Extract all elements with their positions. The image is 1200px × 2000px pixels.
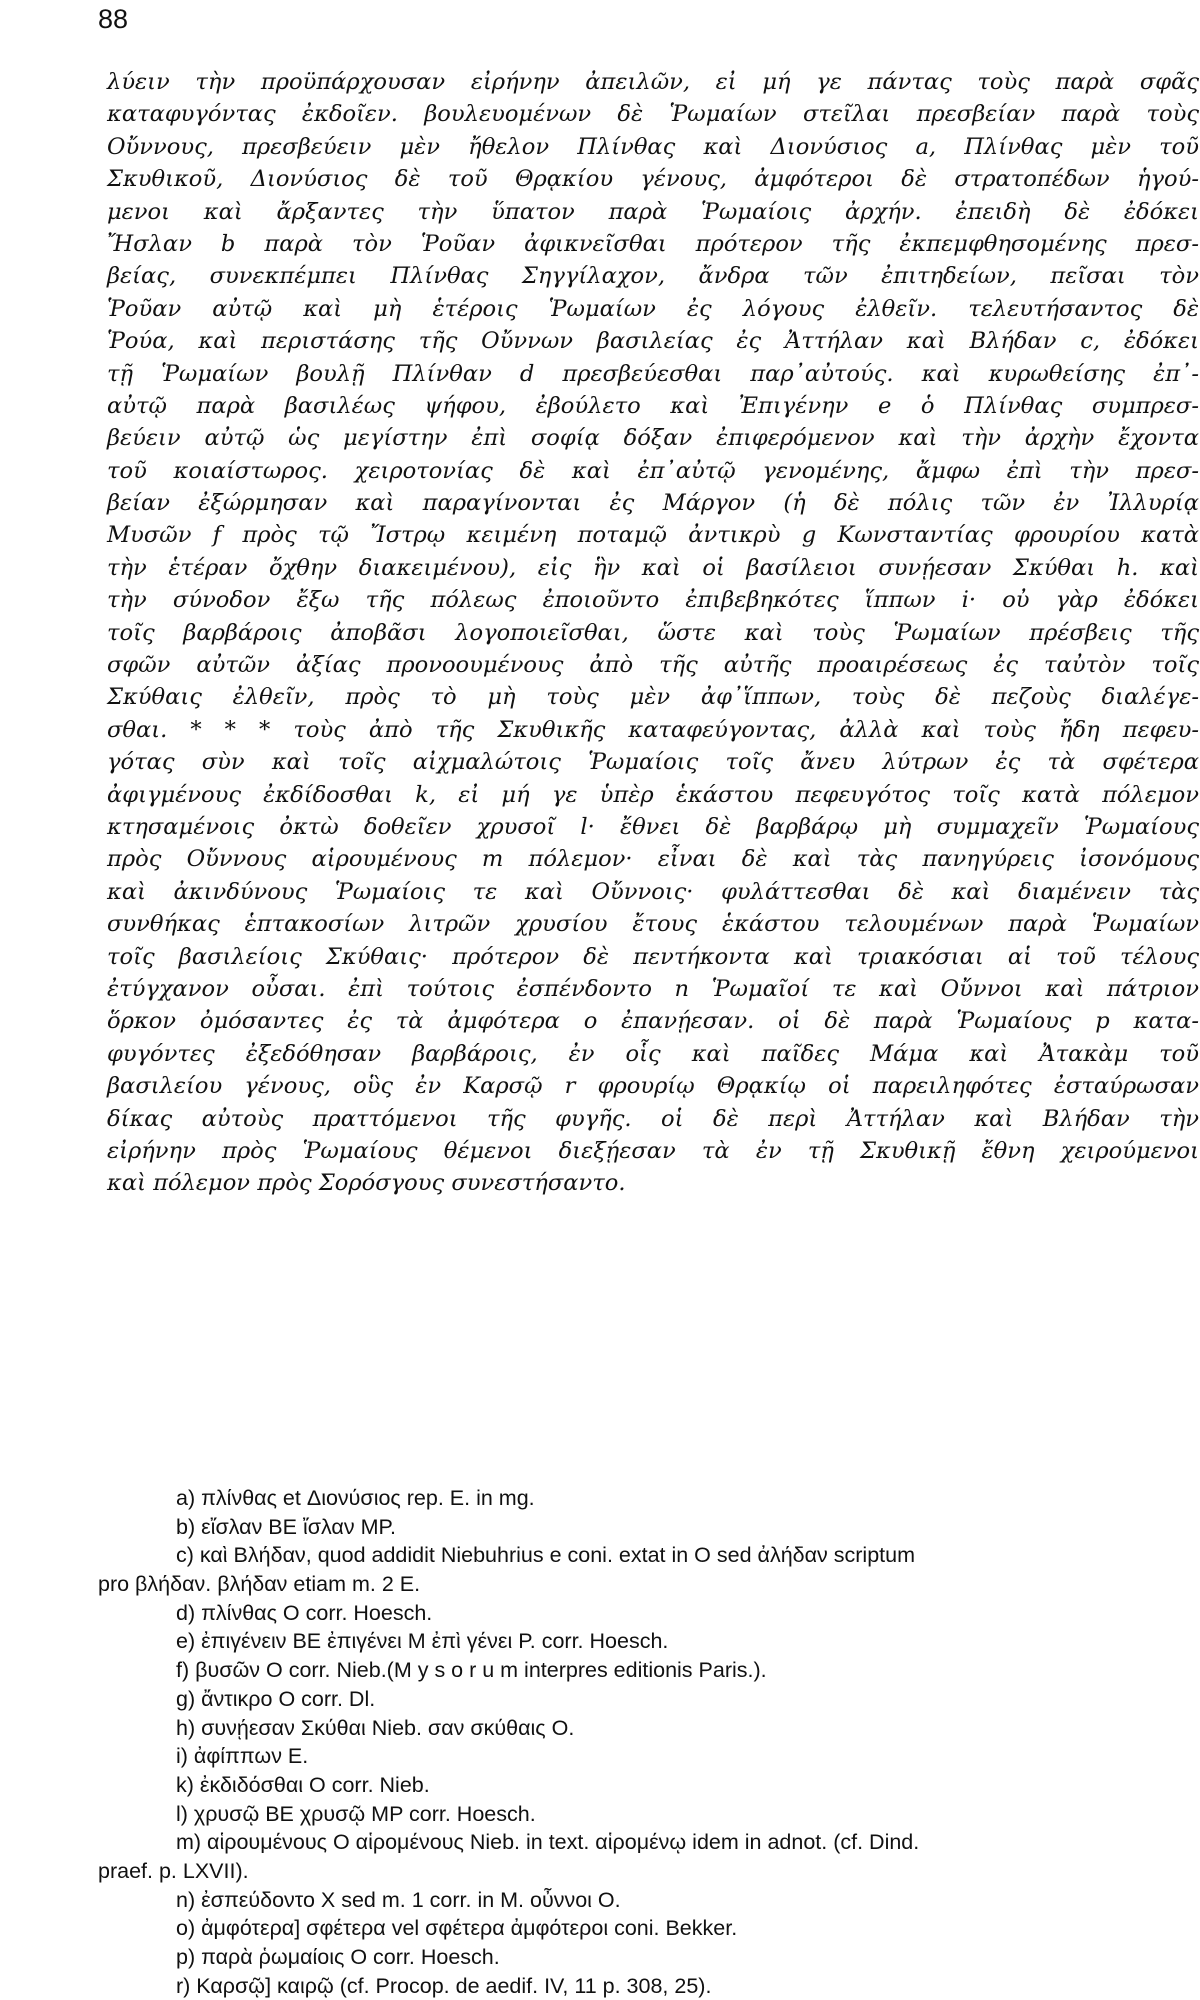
text-line: τὴν σύνοδον ἔξω τῆς πόλεως ἐποιοῦντο ἐπιβεβηκότες ἵππων i· οὐ γὰρ ἐδόκει — [107, 587, 1199, 614]
footnote-line: i) ἀφίππων E. — [176, 1744, 309, 1769]
text-line: Μυσῶν f πρὸς τῷ Ἴστρῳ κειμένη ποταμῷ ἀντικρὺ g Κωνσταντίας φρουρίου κατὰ — [107, 522, 1199, 549]
text-line: τὴν ἑτέραν ὄχθην διακειμένου), εἰς ἣν καὶ οἱ βασίλειοι συνῄεσαν Σκύθαι h. καὶ — [107, 554, 1199, 581]
text-line: εἰρήνην πρὸς Ῥωμαίους θέμενοι διεξῄεσαν τὰ ἐν τῇ Σκυθικῇ ἔθνη χειρούμενοι — [107, 1137, 1199, 1164]
footnote-line: p) παρὰ ῥωμαίοις O corr. Hoesch. — [176, 1945, 500, 1969]
main-text — [107, 66, 1199, 1200]
text-line: μενοι καὶ ἄρξαντες τὴν ὕπατον παρὰ Ῥωμαίοις ἀρχήν. ἐπειδὴ δὲ ἐδόκει — [107, 198, 1199, 225]
text-line: βεύειν αὐτῷ ὡς μεγίστην ἐπὶ σοφίᾳ δόξαν ἐπιφερόμενον καὶ τὴν ἀρχὴν ἔχοντα — [107, 425, 1199, 452]
text-line: Ῥούα, καὶ περιστάσης τῆς Οὔννων βασιλείας ἐς Ἀττήλαν καὶ Βλήδαν c, ἐδόκει — [107, 328, 1199, 355]
text-line: συνθήκας ἑπτακοσίων λιτρῶν χρυσίου ἔτους ἑκάστου τελουμένων παρὰ Ῥωμαίων — [107, 911, 1199, 938]
text-line: φυγόντες ἐξεδόθησαν βαρβάροις, ἐν οἷς καὶ παῖδες Μάμα καὶ Ἀτακὰμ τοῦ — [107, 1040, 1199, 1067]
text-line: καταφυγόντας ἐκδοῖεν. βουλευομένων δὲ Ῥωμαίων στεῖλαι πρεσβείαν παρὰ τοὺς — [107, 101, 1199, 128]
text-line: βείαν ἐξώρμησαν καὶ παραγίνονται ἐς Μάργον (ἡ δὲ πόλις τῶν ἐν Ἰλλυρίᾳ — [107, 490, 1199, 517]
text-line: τοῖς βασιλείοις Σκύθαις· πρότερον δὲ πεντήκοντα καὶ τριακόσιαι αἱ τοῦ τέλους — [107, 943, 1199, 970]
footnote-line: o) ἀμφότερα] σφέτερα vel σφέτερα ἀμφότεροι coni. Bekker. — [176, 1916, 738, 1941]
footnote-line: m) αἱρουμένους O αἱρομένους Nieb. in text. αἱρομένῳ idem in adnot. (cf. Dind. — [176, 1830, 920, 1855]
text-line: καὶ πόλεμον πρὸς Σορόσγους συνεστήσαντο. — [107, 1170, 626, 1197]
footnote-line: g) ἄντικρο O corr. Dl. — [176, 1686, 376, 1711]
text-line: λύειν τὴν προϋπάρχουσαν εἰρήνην ἀπειλῶν, εἰ μή γε πάντας τοὺς παρὰ σφᾶς — [107, 69, 1199, 95]
text-line: ἀφιγμένους ἐκδίδοσθαι k, εἰ μή γε ὑπὲρ ἑκάστου πεφευγότος τοῖς κατὰ πόλεμον — [107, 781, 1199, 808]
text-line: πρὸς Οὔννους αἱρουμένους m πόλεμον· εἶναι δὲ καὶ τὰς πανηγύρεις ἰσονόμους — [107, 846, 1199, 873]
footnote-line: n) ἐσπεύδοντο X sed m. 1 corr. in M. οὖννοι O. — [176, 1887, 621, 1912]
text-line: καὶ ἀκινδύνους Ῥωμαίοις τε καὶ Οὔννοις· φυλάττεσθαι δὲ καὶ διαμένειν τὰς — [107, 878, 1199, 905]
text-line: ὅρκον ὀμόσαντες ἐς τὰ ἀμφότερα o ἐπανῄεσαν. οἱ δὲ παρὰ Ῥωμαίους p κατα- — [107, 1008, 1199, 1035]
text-line: ἐτύγχανον οὖσαι. ἐπὶ τούτοις ἐσπένδοντο n Ῥωμαῖοί τε καὶ Οὔννοι καὶ πάτριον — [107, 975, 1199, 1002]
text-line: Ἤσλαν b παρὰ τὸν Ῥοῦαν ἀφικνεῖσθαι πρότερον τῆς ἐκπεμφθησομένης πρεσ- — [107, 230, 1199, 257]
footnote-line: l) χρυσῷ BE χρυσῷ MP corr. Hoesch. — [176, 1801, 536, 1826]
footnote-line: d) πλίνθας O corr. Hoesch. — [176, 1600, 433, 1625]
text-line: τοῖς βαρβάροις ἀποβᾶσι λογοποιεῖσθαι, ὥστε καὶ τοὺς Ῥωμαίων πρέσβεις τῆς — [107, 619, 1199, 646]
page-number: 88 — [98, 4, 129, 34]
footnote-line: b) εἴσλαν BE ἴσλαν MP. — [176, 1514, 397, 1539]
text-line: κτησαμένοις ὀκτὼ δοθεῖεν χρυσοῖ l· ἔθνει δὲ βαρβάρῳ μὴ συμμαχεῖν Ῥωμαίους — [107, 813, 1199, 840]
text-line: σθαι. * * * τοὺς ἀπὸ τῆς Σκυθικῆς καταφεύγοντας, ἀλλὰ καὶ τοὺς ἤδη πεφευ- — [107, 716, 1199, 743]
text-line: Σκύθαις ἐλθεῖν, πρὸς τὸ μὴ τοὺς μὲν ἀφ᾽ἵππων, τοὺς δὲ πεζοὺς διαλέγε- — [107, 684, 1199, 711]
footnote-line: f) βυσῶν O corr. Nieb.(M y s o r u m interpres editionis Paris.). — [176, 1658, 767, 1683]
text-line: Οὔννους, πρεσβεύειν μὲν ἤθελον Πλίνθας καὶ Διονύσιος a, Πλίνθας μὲν τοῦ — [107, 133, 1199, 160]
footnote-line: c) καὶ Βλήδαν, quod addidit Niebuhrius e coni. extat in O sed ἀλήδαν scriptum — [176, 1543, 916, 1568]
text-line: αὐτῷ παρὰ βασιλέως ψήφου, ἐβούλετο καὶ Ἐπιγένην e ὁ Πλίνθας συμπρεσ- — [107, 392, 1199, 419]
footnote-line: k) ἐκδιδόσθαι O corr. Nieb. — [176, 1772, 430, 1797]
text-line: βείας, συνεκπέμπει Πλίνθας Σηγγίλαχον, ἄνδρα τῶν ἐπιτηδείων, πεῖσαι τὸν — [107, 263, 1199, 290]
footnote-line: praef. p. LXVII). — [98, 1858, 249, 1883]
footnote-line: r) Καρσῷ] καιρῷ (cf. Procop. de aedif. IV, 11 p. 308, 25). — [176, 1973, 712, 1998]
text-line: Σκυθικοῦ, Διονύσιος δὲ τοῦ Θρᾳκίου γένους, ἀμφότεροι δὲ στρατοπέδων ἡγού- — [107, 166, 1199, 193]
footnote-line: a) πλίνθας et Διονύσιος rep. E. in mg. — [176, 1486, 535, 1510]
text-line: Ῥοῦαν αὐτῷ καὶ μὴ ἑτέροις Ῥωμαίων ἐς λόγους ἐλθεῖν. τελευτήσαντος δὲ — [107, 295, 1199, 322]
critical-apparatus — [98, 1484, 1198, 2000]
text-line: τῇ Ῥωμαίων βουλῇ Πλίνθαν d πρεσβεύεσθαι παρ᾽αὐτούς. καὶ κυρωθείσης ἐπ᾽- — [107, 360, 1199, 387]
text-line: δίκας αὐτοὺς πραττόμενοι τῆς φυγῆς. οἱ δὲ περὶ Ἀττήλαν καὶ Βλήδαν τὴν — [107, 1105, 1199, 1132]
footnote-line: pro βλήδαν. βλήδαν etiam m. 2 E. — [98, 1572, 421, 1597]
text-line: γότας σὺν καὶ τοῖς αἰχμαλώτοις Ῥωμαίοις τοῖς ἄνευ λύτρων ἐς τὰ σφέτερα — [107, 749, 1199, 776]
text-line: βασιλείου γένους, οὓς ἐν Καρσῷ r φρουρίῳ Θρᾳκίῳ οἱ παρειληφότες ἐσταύρωσαν — [107, 1073, 1199, 1100]
text-line: σφῶν αὐτῶν ἀξίας προνοουμένους ἀπὸ τῆς αὐτῆς προαιρέσεως ἐς ταὐτὸν τοῖς — [107, 652, 1199, 679]
footnote-line: h) συνῄεσαν Σκύθαι Nieb. σαν σκύθαις O. — [176, 1715, 575, 1740]
text-line: τοῦ κοιαίστωρος. χειροτονίας δὲ καὶ ἐπ᾽αὐτῷ γενομένης, ἄμφω ἐπὶ τὴν πρεσ- — [107, 457, 1199, 484]
footnote-line: e) ἐπιγένειν BE ἐπιγένει M ἐπὶ γένει P. corr. Hoesch. — [176, 1629, 669, 1654]
